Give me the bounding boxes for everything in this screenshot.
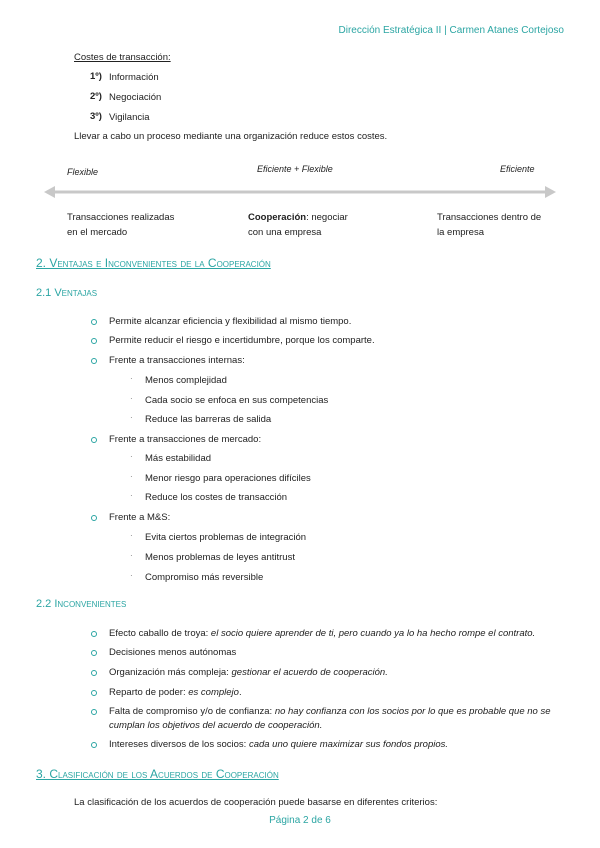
costs-item-num: 1º) [90,71,102,82]
item-lead: Intereses diversos de los socios: [109,739,249,750]
sub-bullet-icon: · [130,374,133,383]
costs-item-label: Información [109,72,159,83]
sub-list-item: Menos problemas de leyes antitrust [145,552,295,563]
item-detail: cada uno quiere maximizar sus fondos propios. [248,739,449,750]
sub-list-item: Evita ciertos problemas de integración [145,532,307,543]
sub-bullet-icon: · [130,491,133,500]
spectrum-left-label: Flexible [67,167,99,177]
sub-bullet-icon: · [130,413,133,422]
spectrum-right-desc: Transacciones dentro de [437,212,542,223]
sub-bullet-icon: · [130,571,133,580]
sub-list-item: Reduce las barreras de salida [145,414,272,425]
list-item: Frente a transacciones de mercado: [109,434,262,445]
sub-bullet-icon: · [130,452,133,461]
list-item: Permite reducir el riesgo e incertidumbre, porque los comparte. [109,335,375,346]
list-item [109,739,448,750]
list-item [109,706,551,717]
sub-bullet-icon: · [130,472,133,481]
bullet-icon [91,650,97,656]
costs-title: Costes de transacción: [74,52,171,63]
spectrum-left-desc: Transacciones realizadas [67,212,175,223]
spectrum-mid-desc [248,212,348,223]
cooperation-term: Cooperación [248,212,307,223]
spectrum-mid-label: Eficiente + Flexible [257,164,333,174]
section-intro: La clasificación de los acuerdos de cooperación puede basarse en diferentes criterios: [74,797,438,808]
sub-bullet-icon: · [130,551,133,560]
sub-list-item: Menos complejidad [145,375,227,386]
list-item-continuation: cumplan los objetivos del acuerdo de cooperación. [109,720,323,731]
sub-list-item: Menor riesgo para operaciones difíciles [145,473,311,484]
sub-list-item: Más estabilidad [145,453,212,464]
bullet-icon [91,709,97,715]
spectrum-left-desc: en el mercado [67,227,128,238]
bullet-icon [91,515,97,521]
item-detail: es complejo [188,687,239,698]
item-end: . [238,687,242,698]
item-lead: Organización más compleja: [109,667,232,678]
list-item [109,667,388,678]
costs-item-label: Negociación [109,92,162,103]
section-heading: 2. Ventajas e Inconvenientes de la Cooperación [36,256,271,270]
sub-list-item: Cada socio se enfoca en sus competencias [145,395,329,406]
sub-list-item: Compromiso más reversible [145,572,264,583]
sub-bullet-icon: · [130,531,133,540]
bullet-icon [91,631,97,637]
bullet-icon [91,338,97,344]
double-arrow-icon [44,184,556,200]
costs-item-num: 3º) [90,111,102,122]
sub-bullet-icon: · [130,394,133,403]
spectrum-mid-desc: con una empresa [248,227,322,238]
subsection-heading: 2.1 Ventajas [36,287,98,299]
list-item [109,628,535,639]
bullet-icon [91,670,97,676]
bullet-icon [91,319,97,325]
list-item: Permite alcanzar eficiencia y flexibilidad al mismo tiempo. [109,316,352,327]
bullet-icon [91,437,97,443]
costs-item-label: Vigilancia [109,112,150,123]
page-header: Dirección Estratégica II | Carmen Atanes Cortejoso [338,25,564,36]
costs-summary: Llevar a cabo un proceso mediante una organización reduce estos costes. [74,131,388,142]
item-lead: Reparto de poder: [109,687,189,698]
spectrum-right-desc: la empresa [437,227,484,238]
item-detail: gestionar el acuerdo de cooperación. [231,667,388,678]
item-lead: Falta de compromiso y/o de confianza: [109,706,275,717]
list-item [109,687,242,698]
list-item: Decisiones menos autónomas [109,647,237,658]
list-item: Frente a M&S: [109,512,171,523]
section-heading: 3. Clasificación de los Acuerdos de Cooperación [36,767,279,781]
item-detail: el socio quiere aprender de ti, pero cuando ya lo ha hecho rompe el contrato. [210,628,536,639]
sub-list-item: Reduce los costes de transacción [145,492,288,503]
costs-item-num: 2º) [90,91,102,102]
spectrum-right-label: Eficiente [500,164,535,174]
subsection-heading: 2.2 Inconvenientes [36,598,127,610]
item-detail: no hay confianza con los socios por lo que es probable que no se [274,706,551,717]
spectrum-mid-desc-rest: : negociar [306,212,348,223]
list-item: Frente a transacciones internas: [109,355,245,366]
bullet-icon [91,742,97,748]
page-number: Página 2 de 6 [269,815,331,826]
bullet-icon [91,358,97,364]
item-lead: Efecto caballo de troya: [109,628,211,639]
bullet-icon [91,690,97,696]
